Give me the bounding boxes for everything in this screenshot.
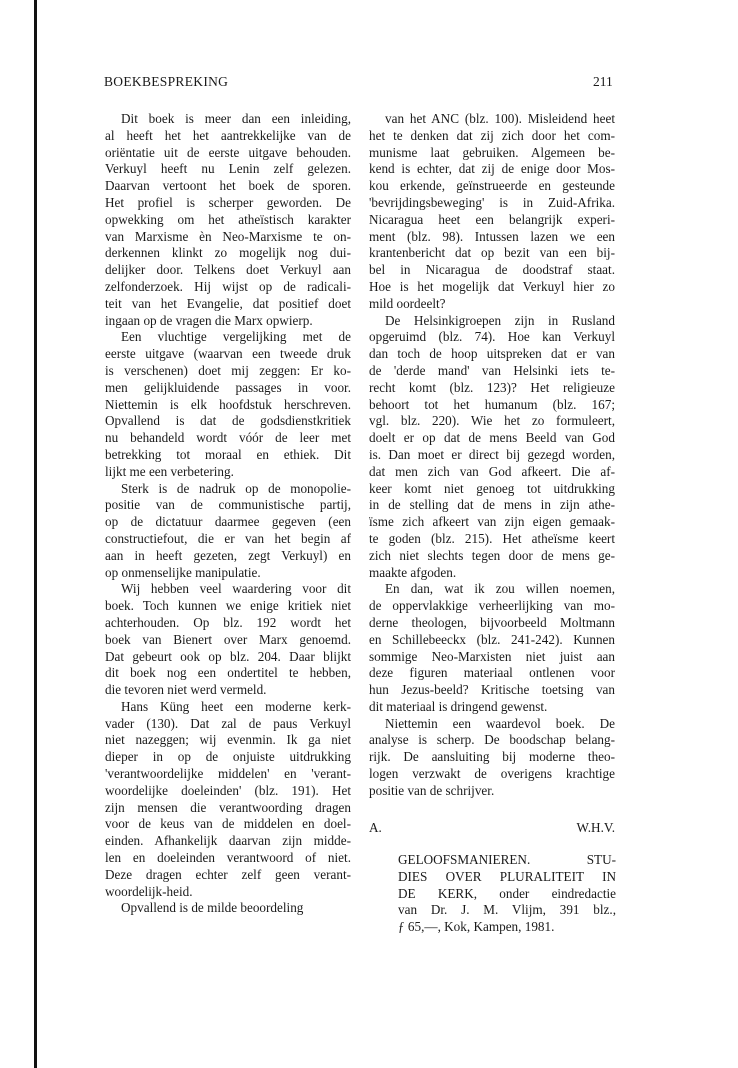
- text-line: de 'derde mand' van Helsinki iets te-: [369, 362, 615, 378]
- text-line: munisme laat gebruiken. Algemeen be-: [369, 144, 615, 160]
- text-line: logen verzwakt de overigens krachtige: [369, 766, 615, 782]
- text-line: op onmenselijke manipulatie.: [105, 564, 261, 580]
- text-line: aan in heeft gezeten, zegt Verkuyl) en: [105, 547, 351, 563]
- text-line: Dit boek is meer dan een inleiding,: [121, 111, 351, 126]
- text-line: En dan, wat ik zou willen noemen,: [385, 581, 615, 597]
- text-line: positie van de schrijver.: [369, 782, 495, 798]
- text-line: Niettemin een waardevol boek. De: [385, 715, 615, 731]
- page-binding-edge: [0, 0, 38, 1068]
- text-line: 'verantwoordelijke middelen' en 'verant-: [105, 766, 351, 782]
- text-line: doelt er op dat de mens Beeld van God: [369, 430, 615, 446]
- paragraph: [369, 313, 615, 582]
- text-line: bel in Nicaragua de doodstraf staat.: [369, 262, 615, 278]
- text-line: dieper in op de onjuiste uitdrukking: [105, 749, 351, 765]
- text-line: opgeruimd (blz. 74). Hoe kan Verkuyl: [369, 329, 615, 345]
- text-line: zich niet slechts tegen door de mens ge-: [369, 547, 615, 563]
- paragraph: [105, 329, 351, 480]
- text-line: De Helsinkigroepen zijn in Rusland: [385, 312, 615, 328]
- review-heading-line: GELOOFSMANIEREN. STU-: [398, 852, 616, 867]
- text-line: dan toch de hoop uitspreken dat er van: [369, 346, 615, 362]
- signature-author: W.H.V.: [576, 820, 615, 835]
- text-line: die tevoren niet werd vermeld.: [105, 682, 267, 698]
- text-line: en Schillebeeckx (blz. 241-242). Kunnen: [369, 631, 615, 647]
- text-line: men gelijkluidende passages in voor.: [105, 379, 351, 395]
- text-line: derne theologen, bijvoorbeeld Moltmann: [369, 614, 615, 630]
- text-line: hun Jezus-beeld? Kritische toetsing van: [369, 682, 615, 698]
- text-line: dit materiaal is dringend gewenst.: [369, 698, 548, 714]
- text-line: het te denken dat zij zich door het com-: [369, 127, 615, 143]
- text-line: betrekking tot moraal en ethiek. Dit: [105, 446, 351, 462]
- text-line: zijn mensen die verantwoording dragen: [105, 799, 351, 815]
- text-line: van Marxisme èn Neo-Marxisme te on-: [105, 228, 351, 244]
- text-line: woordelijk-heid.: [105, 883, 193, 899]
- text-line: positie van de communistische partij,: [105, 497, 351, 513]
- text-line: Nicaragua heet een belangrijk experi-: [369, 211, 615, 227]
- text-line: vgl. blz. 220). Wie het zo formuleert,: [369, 413, 615, 429]
- paragraph: [369, 111, 615, 313]
- text-line: eerste uitgave (waarvan een tweede druk: [105, 346, 351, 362]
- text-line: dit boek nog een ondertitel te hebben,: [105, 665, 351, 681]
- text-line: Sterk is de nadruk op de monopolie-: [121, 480, 351, 496]
- text-line: Niettemin is elk hoofdstuk herschreven.: [105, 396, 351, 412]
- text-line: boek. Toch kunnen we enige kritiek niet: [105, 598, 351, 614]
- text-line: ment (blz. 98). Intussen lazen we een: [369, 228, 615, 244]
- text-line: van het ANC (blz. 100). Misleidend heet: [385, 111, 615, 126]
- review-heading-line: DE KERK, onder eindredactie: [398, 885, 616, 901]
- text-line: ingaan op de vragen die Marx opwierp.: [105, 312, 313, 328]
- paragraph: [369, 716, 615, 800]
- text-line: in de stelling dat de mens in zijn athe-: [369, 497, 615, 513]
- right-column: [369, 111, 615, 800]
- text-line: recht komt (blz. 123)? Het religieuze: [369, 379, 615, 395]
- text-line: mild oordeelt?: [369, 295, 446, 311]
- text-line: Opvallend is de milde beoordeling: [121, 900, 304, 916]
- text-line: op de dictatuur daarmee gegeven (een: [105, 514, 351, 530]
- text-line: zelfonderzoek. Hij wijst op de radicali-: [105, 278, 351, 294]
- text-line: analyse is scherp. De boodschap belang-: [369, 732, 615, 748]
- text-line: einden. Afhankelijk daarvan zijn midde-: [105, 833, 351, 849]
- paragraph: [105, 581, 351, 699]
- text-line: maakte afgoden.: [369, 564, 457, 580]
- page-number: 211: [593, 74, 613, 89]
- text-line: derkennen klinkt zo mogelijk nog dui-: [105, 245, 351, 261]
- review-heading-line: DIES OVER PLURALITEIT IN: [398, 868, 616, 884]
- text-line: opwekking om het atheïstisch karakter: [105, 211, 351, 227]
- text-line: Verkuyl heeft nu Lenin zelf gelezen.: [105, 161, 351, 177]
- text-line: Wij hebben veel waardering voor dit: [121, 581, 351, 597]
- paragraph: [105, 900, 351, 917]
- text-line: sommige Neo-Marxisten niet juist aan: [369, 648, 615, 664]
- text-line: Daarvan vertoont het boek de sporen.: [105, 178, 351, 194]
- text-line: Een vluchtige vergelijking met de: [121, 329, 351, 345]
- paragraph: [105, 111, 351, 329]
- text-line: len en doeleinden verantwoord of niet.: [105, 850, 351, 866]
- paragraph: [105, 481, 351, 582]
- text-line: constructiefout, die er van het begin af: [105, 530, 351, 546]
- text-line: vader (130). Dat zal de paus Verkuyl: [105, 715, 351, 731]
- text-line: is verschenen) doet mij zeggen: Er ko-: [105, 362, 351, 378]
- left-column: [105, 111, 351, 917]
- text-line: dat men zich van God afkeert. Die af-: [369, 463, 615, 479]
- text-line: krantenbericht dat op bezit van een bij-: [369, 245, 615, 261]
- text-line: Opvallend is dat de godsdienstkritiek: [105, 413, 351, 429]
- text-line: delijker door. Telkens doet Verkuyl aan: [105, 262, 351, 278]
- text-line: nu behandeld wordt vóór de leer met: [105, 430, 351, 446]
- text-line: woordelijke doeleinden' (blz. 191). Het: [105, 782, 351, 798]
- text-line: 'bevrijdingsbeweging' is in Zuid-Afrika.: [369, 194, 615, 210]
- text-line: kend is echter, dat zij de enige door Mos-: [369, 161, 615, 177]
- text-line: te goden (blz. 215). Het atheïsme keert: [369, 530, 615, 546]
- text-line: kou erkende, geïnstrueerde en gesteunde: [369, 178, 615, 194]
- text-line: niet nazeggen; wij evenmin. Ik ga niet: [105, 732, 351, 748]
- text-line: Deze dragen echter zelf geen verant-: [105, 866, 351, 882]
- text-line: Hans Küng heet een moderne kerk-: [121, 698, 351, 714]
- text-line: de oppervlakkige verheerlijking van mo-: [369, 598, 615, 614]
- text-line: Het profiel is scherper geworden. De: [105, 194, 351, 210]
- review-heading-line: van Dr. J. M. Vlijm, 391 blz.,: [398, 902, 616, 918]
- text-line: oriëntatie uit de eerste uitgave behouden.: [105, 144, 351, 160]
- text-line: teit van het Evangelie, dat positief doet: [105, 295, 351, 311]
- text-line: boek van Bienert over Marx genoemd.: [105, 631, 351, 647]
- text-line: deze figuren materiaal ontlenen voor: [369, 665, 615, 681]
- text-line: achterhouden. Op blz. 192 wordt het: [105, 614, 351, 630]
- text-line: rijk. De aansluiting bij moderne theo-: [369, 749, 615, 765]
- paragraph: [369, 581, 615, 715]
- text-line: lijkt me een verbetering.: [105, 463, 234, 479]
- signature-initial: A.: [369, 820, 382, 835]
- paragraph: [105, 699, 351, 901]
- text-line: ïsme zich afkeert van zijn eigen gemaak-: [369, 514, 615, 530]
- next-review-heading: [398, 852, 616, 936]
- text-line: behoort tot het humanum (blz. 167;: [369, 396, 615, 412]
- text-line: is. Dan moet er direct bij gezegd worden,: [369, 446, 615, 462]
- text-line: keer komt niet genoeg tot uitdrukking: [369, 480, 615, 496]
- text-line: Hoe is het mogelijk dat Verkuyl hier zo: [369, 278, 615, 294]
- text-line: Dat gebeurt ook op blz. 204. Daar blijkt: [105, 648, 351, 664]
- running-header: BOEKBESPREKING: [104, 74, 229, 89]
- text-line: al heeft het het aantrekkelijke van de: [105, 127, 351, 143]
- review-heading-line: ƒ 65,—, Kok, Kampen, 1981.: [398, 919, 555, 935]
- text-line: voor de keus van de middelen en doel-: [105, 816, 351, 832]
